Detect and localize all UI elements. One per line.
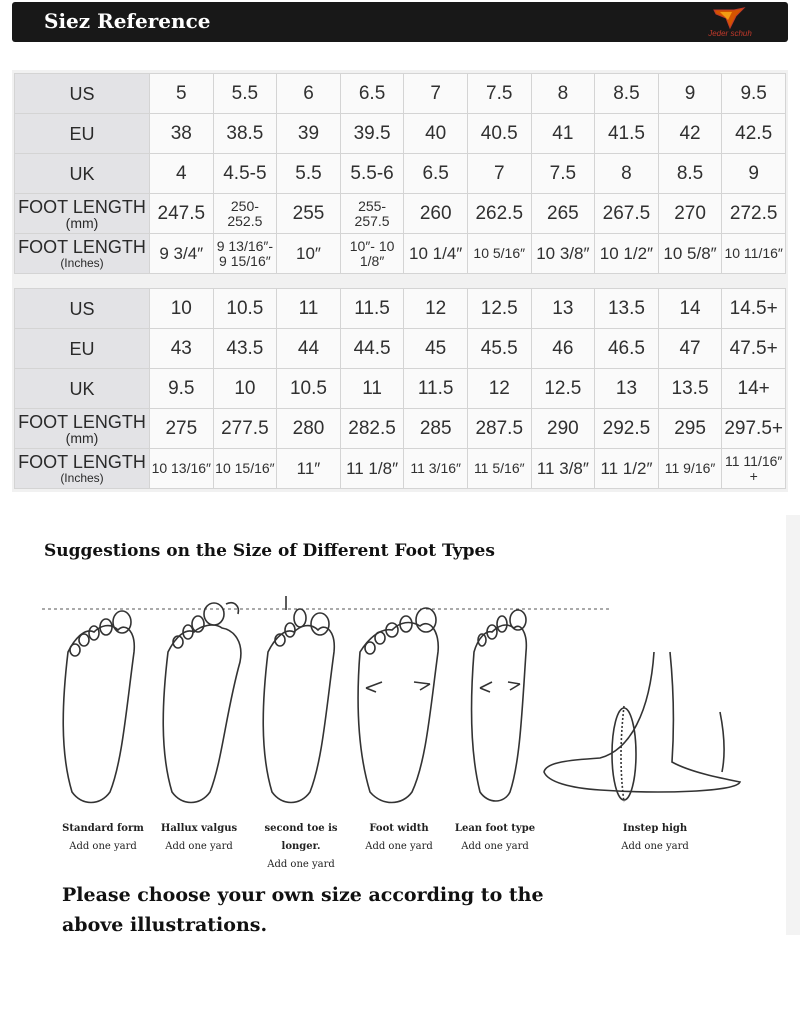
size-cell: 11 1/8″ xyxy=(340,449,404,489)
size-cell: 38 xyxy=(150,114,214,154)
foot-type-caption-width: Foot width Add one yard xyxy=(365,823,433,852)
size-cell: 5 xyxy=(150,74,214,114)
row-label: FOOT LENGTH (Inches) xyxy=(15,234,150,274)
size-cell: 13 xyxy=(531,289,595,329)
second-toe-foot-icon xyxy=(263,596,334,803)
size-cell: 11.5 xyxy=(340,289,404,329)
row-label: EU xyxy=(15,329,150,369)
size-row xyxy=(15,409,786,449)
instep-high-foot-icon xyxy=(544,652,740,802)
row-label: UK xyxy=(15,369,150,409)
foot-type-caption-second-toe: second toe is longer. Add one yard xyxy=(264,823,338,870)
size-cell: 260 xyxy=(404,194,468,234)
row-label: EU xyxy=(15,114,150,154)
suggestions-title: Suggestions on the Size of Different Foot Types xyxy=(44,541,495,561)
size-cell: 10 13/16″ xyxy=(150,449,214,489)
size-cell: 14.5+ xyxy=(722,289,786,329)
size-cell: 11 xyxy=(340,369,404,409)
size-cell: 46 xyxy=(531,329,595,369)
foot-types-illustration xyxy=(30,592,770,812)
size-row xyxy=(15,114,786,154)
size-cell: 275 xyxy=(150,409,214,449)
size-cell: 40.5 xyxy=(467,114,531,154)
row-label: FOOT LENGTH (mm) xyxy=(15,194,150,234)
size-cell: 14+ xyxy=(722,369,786,409)
size-cell: 45 xyxy=(404,329,468,369)
size-cell: 9.5 xyxy=(722,74,786,114)
size-cell: 38.5 xyxy=(213,114,277,154)
size-cell: 46.5 xyxy=(595,329,659,369)
size-cell: 10 xyxy=(213,369,277,409)
size-cell: 4.5-5 xyxy=(213,154,277,194)
size-cell: 10 11/16″ xyxy=(722,234,786,274)
size-cell: 7 xyxy=(404,74,468,114)
size-cell: 272.5 xyxy=(722,194,786,234)
size-cell: 267.5 xyxy=(595,194,659,234)
size-cell: 280 xyxy=(277,409,341,449)
wide-foot-icon xyxy=(358,608,438,803)
size-cell: 8 xyxy=(595,154,659,194)
size-cell: 287.5 xyxy=(467,409,531,449)
size-cell: 9 xyxy=(658,74,722,114)
size-cell: 42 xyxy=(658,114,722,154)
size-cell: 297.5+ xyxy=(722,409,786,449)
size-cell: 9 3/4″ xyxy=(150,234,214,274)
size-cell: 6.5 xyxy=(340,74,404,114)
size-row xyxy=(15,449,786,489)
size-cell: 295 xyxy=(658,409,722,449)
size-cell: 8 xyxy=(531,74,595,114)
size-cell: 43 xyxy=(150,329,214,369)
size-row xyxy=(15,369,786,409)
size-cell: 10″- 10 1/8″ xyxy=(340,234,404,274)
size-cell: 292.5 xyxy=(595,409,659,449)
size-cell: 10″ xyxy=(277,234,341,274)
foot-type-caption-instep: Instep high Add one yard xyxy=(621,823,689,852)
size-table-1 xyxy=(14,73,786,274)
size-row xyxy=(15,234,786,274)
standard-foot-icon xyxy=(63,611,134,803)
size-row xyxy=(15,194,786,234)
size-cell: 11.5 xyxy=(404,369,468,409)
size-cell: 9 13/16″- 9 15/16″ xyxy=(213,234,277,274)
size-cell: 11 xyxy=(277,289,341,329)
foot-type-caption-standard: Standard form Add one yard xyxy=(62,823,144,852)
size-cell: 255-257.5 xyxy=(340,194,404,234)
size-cell: 39 xyxy=(277,114,341,154)
size-cell: 40 xyxy=(404,114,468,154)
size-cell: 11 3/16″ xyxy=(404,449,468,489)
row-label: FOOT LENGTH (Inches) xyxy=(15,449,150,489)
row-label: US xyxy=(15,289,150,329)
size-cell: 11 1/2″ xyxy=(595,449,659,489)
size-cell: 12.5 xyxy=(467,289,531,329)
size-cell: 11 3/8″ xyxy=(531,449,595,489)
size-cell: 6 xyxy=(277,74,341,114)
size-cell: 8.5 xyxy=(658,154,722,194)
size-cell: 250-252.5 xyxy=(213,194,277,234)
size-cell: 41 xyxy=(531,114,595,154)
size-cell: 41.5 xyxy=(595,114,659,154)
row-label: FOOT LENGTH (mm) xyxy=(15,409,150,449)
size-choice-note: Please choose your own size according to the above illustrations. xyxy=(62,884,544,936)
edge-strip xyxy=(786,515,800,935)
size-cell: 11 5/16″ xyxy=(467,449,531,489)
size-cell: 270 xyxy=(658,194,722,234)
header-bar xyxy=(12,2,788,42)
size-cell: 277.5 xyxy=(213,409,277,449)
size-row xyxy=(15,74,786,114)
size-cell: 13.5 xyxy=(658,369,722,409)
size-row xyxy=(15,289,786,329)
size-cell: 10 5/8″ xyxy=(658,234,722,274)
size-cell: 44 xyxy=(277,329,341,369)
size-cell: 10 1/4″ xyxy=(404,234,468,274)
foot-type-caption-hallux: Hallux valgus Add one yard xyxy=(160,823,238,852)
size-cell: 42.5 xyxy=(722,114,786,154)
size-cell: 5.5 xyxy=(277,154,341,194)
size-cell: 10 1/2″ xyxy=(595,234,659,274)
size-cell: 282.5 xyxy=(340,409,404,449)
size-row xyxy=(15,329,786,369)
size-cell: 11 9/16″ xyxy=(658,449,722,489)
size-cell: 12 xyxy=(467,369,531,409)
size-cell: 12 xyxy=(404,289,468,329)
size-cell: 9.5 xyxy=(150,369,214,409)
size-cell: 7.5 xyxy=(531,154,595,194)
size-cell: 5.5 xyxy=(213,74,277,114)
size-cell: 4 xyxy=(150,154,214,194)
size-cell: 10.5 xyxy=(213,289,277,329)
size-cell: 47.5+ xyxy=(722,329,786,369)
size-cell: 262.5 xyxy=(467,194,531,234)
row-label: US xyxy=(15,74,150,114)
size-cell: 285 xyxy=(404,409,468,449)
size-cell: 12.5 xyxy=(531,369,595,409)
size-cell: 14 xyxy=(658,289,722,329)
size-cell: 47 xyxy=(658,329,722,369)
size-cell: 10 15/16″ xyxy=(213,449,277,489)
size-cell: 265 xyxy=(531,194,595,234)
page-title: Siez Reference xyxy=(44,9,211,33)
row-label: UK xyxy=(15,154,150,194)
size-cell: 10 5/16″ xyxy=(467,234,531,274)
hallux-valgus-foot-icon xyxy=(163,603,241,803)
size-cell: 8.5 xyxy=(595,74,659,114)
size-cell: 11 11/16″+ xyxy=(722,449,786,489)
size-cell: 255 xyxy=(277,194,341,234)
size-cell: 39.5 xyxy=(340,114,404,154)
size-cell: 7.5 xyxy=(467,74,531,114)
lean-foot-icon xyxy=(472,610,527,801)
size-cell: 11″ xyxy=(277,449,341,489)
size-table-2 xyxy=(14,288,786,489)
size-cell: 45.5 xyxy=(467,329,531,369)
size-cell: 44.5 xyxy=(340,329,404,369)
size-cell: 247.5 xyxy=(150,194,214,234)
size-cell: 13 xyxy=(595,369,659,409)
size-cell: 290 xyxy=(531,409,595,449)
size-cell: 13.5 xyxy=(595,289,659,329)
size-cell: 10.5 xyxy=(277,369,341,409)
brand-logo: Jeder schuh xyxy=(700,6,760,38)
size-cell: 7 xyxy=(467,154,531,194)
size-cell: 6.5 xyxy=(404,154,468,194)
foot-type-caption-lean: Lean foot type Add one yard xyxy=(454,823,536,852)
size-cell: 43.5 xyxy=(213,329,277,369)
size-cell: 10 3/8″ xyxy=(531,234,595,274)
size-cell: 10 xyxy=(150,289,214,329)
size-cell: 5.5-6 xyxy=(340,154,404,194)
size-cell: 9 xyxy=(722,154,786,194)
size-row xyxy=(15,154,786,194)
